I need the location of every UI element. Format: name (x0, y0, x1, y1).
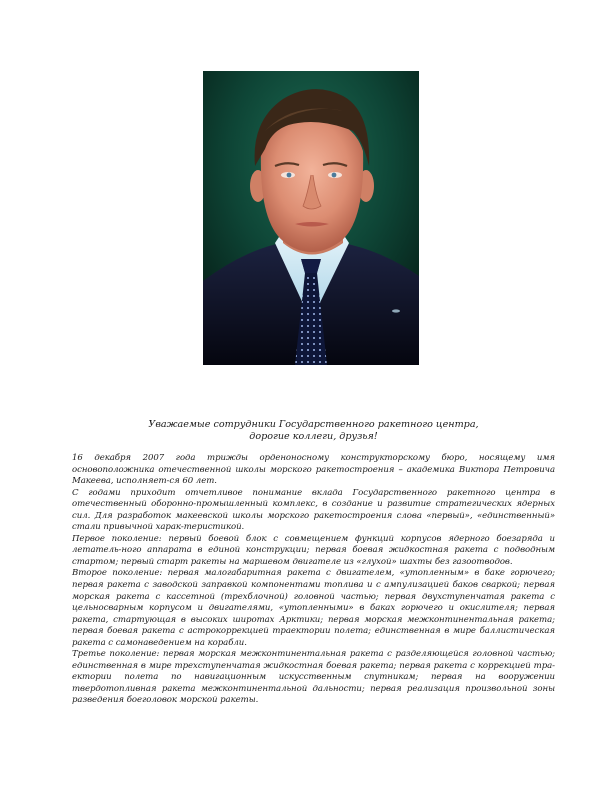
paragraph-second-generation: Второе поколение: первая малогабаритная ракета с двигателем, «утопленным» в баке горючего; первая ракета с заводской заправкой компонентами топлива и с ампулизацией баков сваркой; первая морская ракета с кассетной (трехблочной) головной частью; первая двухступенчатая ракета с цельносварным корпусом и двигателями, «утопленными» в баках горючего и окислителя; первая ракета, стартующая в высоких широтах Арктики; первая морская межконтинентальная ракета; первая боевая ракета с астрокоррекцией траектории полета; единственная в мире баллистическая ракета с самонаведением на корабли. (72, 568, 555, 648)
paragraph-third-generation: Третье поколение: первая морская межконтинентальная ракета с разделяющейся головной частью; единственная в мире трехступенчатая жидкостная боевая ракета; первая ракета с коррекцией тра-ектории полета по навигационным искусственным спутникам; первая на вооружении твердотопливная ракета межконтинентальной дальности; первая реализация произвольной зоны разведения боеголовок морской ракеты. (72, 649, 555, 706)
greeting-line-1: Уважаемые сотрудники Государственного ракетного центра, (148, 419, 479, 430)
greeting (72, 419, 555, 443)
greeting-line-2: дорогие коллеги, друзья! (249, 431, 378, 442)
paragraph-contribution: С годами приходит отчетливое понимание вклада Государственного ракетного центра в отечественный оборонно-промышленный комплекс, в создание и развитие стратегических ядерных сил. Для разработок макеевской школы морского ракетостроения слова «первый», «единственный» стали привычной харак-теристикой. (72, 487, 555, 533)
portrait-photo (203, 71, 419, 365)
paragraph-first-generation: Первое поколение: первый боевой блок с совмещением функций корпусов ядерного боезаряда и летатель-ного аппарата в единой конструкции; первая боевая жидкостная ракета с подводным стартом; первый старт ракеты на маршевом двигателе из «глухой» шахты без газоотводов. (72, 533, 555, 567)
paragraph-anniversary: 16 декабря 2007 года трижды орденоносному конструкторскому бюро, носящему имя основоположника отечественной школы морского ракетостроения – академика Виктора Петровича Макеева, исполняет-ся 60 лет. (72, 453, 555, 487)
letter-body (72, 453, 555, 707)
portrait-illustration (203, 71, 419, 365)
